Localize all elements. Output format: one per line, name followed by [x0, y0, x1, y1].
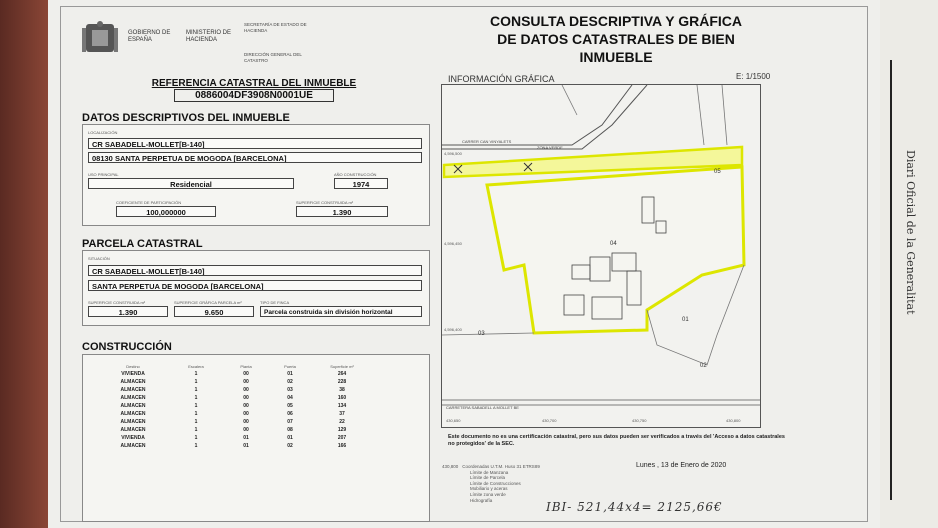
coord-bottom-2: 430,700 — [542, 418, 557, 423]
table-cell: ALMACEN — [120, 387, 146, 393]
construccion-header: Puerta — [284, 363, 296, 369]
table-cell: 37 — [339, 411, 345, 417]
background-left — [0, 0, 48, 528]
table-row — [98, 402, 372, 410]
localizacion-label: LOCALIZACIÓN — [88, 130, 118, 135]
table-row — [98, 386, 372, 394]
parcel-label-02: 02 — [700, 363, 707, 369]
table-cell: VIVIENDA — [121, 435, 145, 441]
construccion-table — [98, 362, 372, 450]
tipo-label: TIPO DE FINCA — [260, 300, 290, 305]
sup-value: 1.390 — [296, 206, 388, 217]
legend-item: Límite de Parcela — [470, 475, 506, 481]
anio-label: AÑO CONSTRUCCIÓN — [334, 172, 377, 177]
table-cell: 160 — [337, 395, 347, 401]
coord-left-1: 4,596,500 — [444, 151, 462, 156]
table-cell: ALMACEN — [120, 443, 146, 449]
coef-label: COEFICIENTE DE PARTICIPACIÓN — [116, 200, 182, 205]
parcel-label-01: 01 — [682, 317, 689, 323]
date-label: Lunes , 13 de Enero de 2020 — [636, 462, 727, 469]
table-cell: 38 — [339, 387, 345, 393]
legend-item: Hidrografía — [470, 497, 493, 503]
gobierno-label: GOBIERNO DE ESPAÑA — [128, 30, 171, 43]
legend-item: Mobiliario y aceras — [470, 486, 508, 492]
table-cell: 00 — [243, 411, 249, 417]
direccion-label: DIRECCIÓN GENERAL DEL CATASTRO — [244, 52, 302, 63]
road-label: CARRER CAN VINYALETS — [462, 139, 512, 144]
scale-label: E: 1/1500 — [736, 72, 771, 81]
coord-bottom-1: 430,650 — [446, 418, 461, 423]
legend-coord: 430,800 — [442, 464, 459, 469]
address-line2: 08130 SANTA PERPETUA DE MOGODA [BARCELONA] — [88, 152, 422, 163]
referencia-title: REFERENCIA CATASTRAL DEL INMUEBLE — [151, 78, 357, 89]
table-cell: 1 — [194, 371, 198, 377]
zona-label: ZONA VERDE — [537, 145, 563, 150]
parcel-label-05: 05 — [714, 169, 721, 175]
coord-left-2: 4,596,450 — [444, 241, 462, 246]
table-row — [98, 410, 372, 418]
tipo-value: Parcela construida sin división horizontal — [260, 306, 422, 317]
table-row — [98, 426, 372, 434]
table-cell: 228 — [337, 379, 347, 385]
table-cell: 07 — [287, 419, 293, 425]
table-cell: ALMACEN — [120, 395, 146, 401]
uso-label: USO PRINCIPAL — [88, 172, 119, 177]
table-cell: 00 — [243, 379, 249, 385]
side-text: Diari Oficial de la Generalitat — [904, 150, 917, 315]
parcela-address2: SANTA PERPETUA DE MOGODA [BARCELONA] — [88, 280, 422, 291]
table-cell: 1 — [194, 419, 198, 425]
table-cell: 1 — [194, 403, 198, 409]
grafica-title: INFORMACIÓN GRÁFICA — [448, 74, 555, 84]
table-cell: ALMACEN — [120, 427, 146, 433]
referencia-box — [150, 78, 358, 104]
table-cell: 01 — [287, 371, 293, 377]
table-cell: 1 — [194, 411, 198, 417]
situacion-label: SITUACIÓN — [88, 256, 110, 261]
ministerio-label: MINISTERIO DE HACIENDA — [186, 30, 232, 43]
table-cell: 08 — [287, 427, 293, 433]
table-cell: 00 — [243, 427, 249, 433]
table-cell: 22 — [339, 419, 345, 425]
table-cell: 207 — [337, 435, 347, 441]
table-cell: 129 — [337, 427, 347, 433]
secretaria-label: SECRETARÍA DE ESTADO DE HACIENDA — [244, 22, 307, 33]
background-right-page — [880, 0, 938, 528]
table-cell: 1 — [194, 387, 198, 393]
table-cell: 00 — [243, 419, 249, 425]
table-cell: 1 — [194, 427, 198, 433]
table-cell: 00 — [243, 403, 249, 409]
parcel-label-04: 04 — [610, 241, 617, 247]
table-cell: 00 — [243, 387, 249, 393]
sup-graf-label: SUPERFICIE GRÁFICA PARCELA m² — [174, 300, 242, 305]
title-line1: CONSULTA DESCRIPTIVA Y GRÁFICA — [489, 13, 742, 29]
table-cell: 166 — [337, 443, 347, 449]
table-cell: 06 — [287, 411, 293, 417]
construccion-header: Superficie m² — [330, 363, 354, 369]
uso-value: Residencial — [88, 178, 294, 189]
anio-value: 1974 — [334, 178, 388, 189]
table-cell: 134 — [337, 403, 347, 409]
coord-bottom-4: 430,800 — [726, 418, 741, 423]
legend-item: Límite de Construcciones — [470, 480, 521, 486]
table-cell: 05 — [287, 403, 293, 409]
parcel-label-03: 03 — [478, 331, 485, 337]
construccion-title: CONSTRUCCIÓN — [82, 341, 172, 353]
datos-title: DATOS DESCRIPTIVOS DEL INMUEBLE — [82, 112, 290, 124]
sup-const-label: SUPERFICIE CONSTRUIDA m² — [88, 300, 146, 305]
table-cell: 00 — [243, 395, 249, 401]
table-cell: 01 — [287, 435, 293, 441]
legend-label: Coordenadas U.T.M. Huso 31 ETRS89 — [462, 464, 540, 469]
cadastral-map — [441, 84, 761, 428]
construccion-header: Planta — [240, 363, 252, 369]
table-row — [98, 394, 372, 402]
handwritten-note: IBI- 521,44x4= 2125,66€ — [546, 500, 723, 514]
table-cell: ALMACEN — [120, 419, 146, 425]
table-cell: 1 — [194, 395, 198, 401]
coord-bottom-3: 430,750 — [632, 418, 647, 423]
map-legend — [442, 464, 540, 503]
parcela-address1: CR SABADELL-MOLLET[B-140] — [88, 265, 422, 276]
table-cell: 02 — [287, 443, 293, 449]
referencia-value: 0886004DF3908N0001UE — [174, 89, 334, 102]
sup-const-value: 1.390 — [88, 306, 168, 317]
table-row — [98, 378, 372, 386]
document-title — [480, 12, 752, 66]
legend-item — [442, 464, 540, 470]
title-line2: DE DATOS CATASTRALES DE BIEN INMUEBLE — [497, 31, 735, 65]
table-cell: VIVIENDA — [121, 371, 145, 377]
table-cell: ALMACEN — [120, 411, 146, 417]
construccion-header: Destino — [126, 363, 140, 369]
table-cell: 1 — [194, 379, 198, 385]
table-cell: 1 — [194, 443, 198, 449]
coef-value: 100,000000 — [116, 206, 216, 217]
coat-of-arms-icon — [80, 20, 120, 56]
page-rule — [890, 60, 892, 500]
coord-left-3: 4,596,400 — [444, 327, 462, 332]
table-row — [98, 434, 372, 442]
bottom-road-label: CARRETERA SABADELL A MOLLET BE — [446, 405, 519, 410]
table-row — [98, 418, 372, 426]
table-cell: 02 — [287, 379, 293, 385]
table-cell: 03 — [287, 387, 293, 393]
table-cell: 1 — [194, 435, 198, 441]
table-cell: 04 — [287, 395, 293, 401]
sup-label: SUPERFICIE CONSTRUIDA m² — [296, 200, 354, 205]
parcela-title: PARCELA CATASTRAL — [82, 238, 203, 250]
construccion-header: Escalera — [188, 363, 204, 369]
table-cell: 01 — [243, 443, 249, 449]
table-cell: 264 — [337, 371, 347, 377]
disclaimer-text: Este documento no es una certificación catastral, pero sus datos pueden ser verificados a través del 'Acceso a datos catastrales no protegidos' de la SEC. — [448, 434, 785, 447]
table-cell: 01 — [243, 435, 249, 441]
table-row — [98, 442, 372, 450]
legend-item: Límite de Manzana — [470, 469, 509, 475]
address-line1: CR SABADELL-MOLLET[B-140] — [88, 138, 422, 149]
legend-item: Límite zona verde — [470, 491, 506, 497]
table-cell: ALMACEN — [120, 403, 146, 409]
sup-graf-value: 9.650 — [174, 306, 254, 317]
table-cell: 00 — [243, 371, 249, 377]
table-row — [98, 370, 372, 378]
table-cell: ALMACEN — [120, 379, 146, 385]
